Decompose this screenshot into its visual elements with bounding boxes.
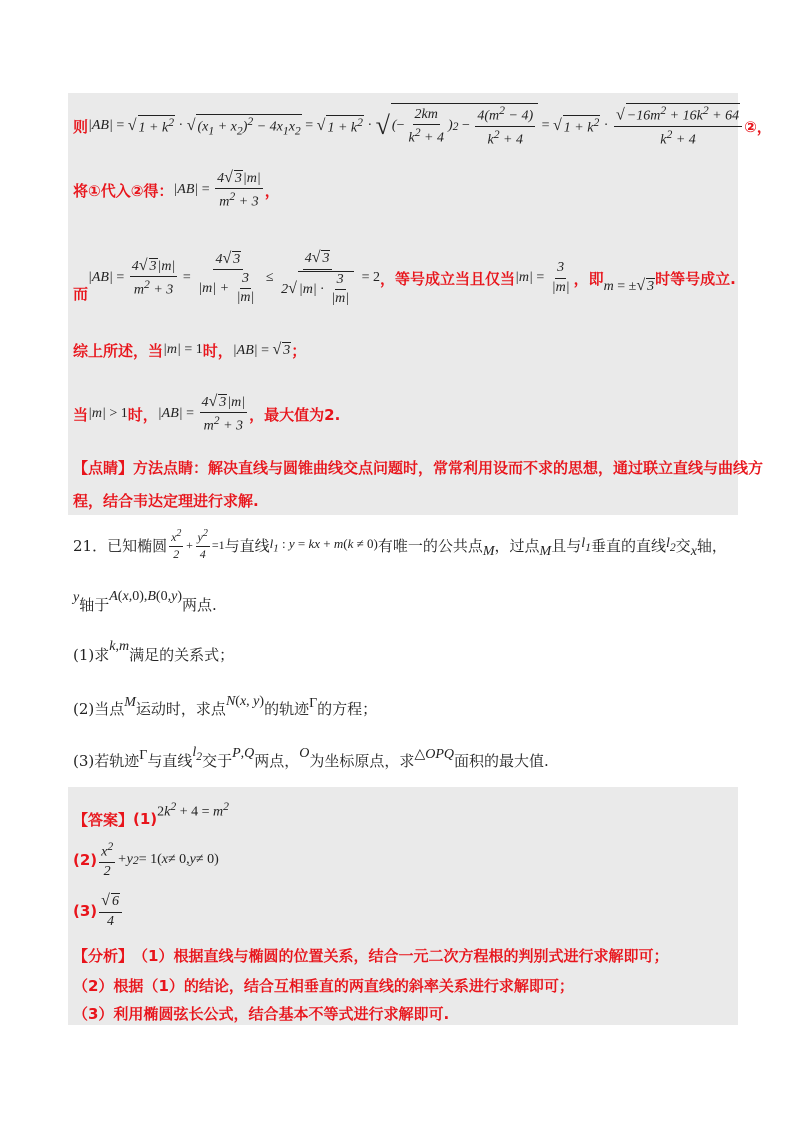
ab-formula: | AB | = √ $1 + k^2$ · √ $(x_1 + x_2)^2 - 4x_1x_2$ = √ $1 + k^2$ · √ ( − $\frac{2km}{k^2 + 4}$ ) 2 − $\frac{4(m^2 - 4)}{k^2 + 4}$ = √ $1 + k^2$ · $\frac{√ -16m^2 + 16k^2 + 64}{k^2 + 4}$ xyxy=(88,103,744,149)
substitute-line: 将①代入②得： | AB | = $\frac{4√ 3|m|}{m^2 + 3}$ ， xyxy=(73,168,280,210)
answer-line-3: (3) $\frac{√ 6}{4}$ xyxy=(73,888,124,934)
question-3: (3)若轨迹 Γ 与直线 $l_2$ 交于 P,Q 两点， O 为坐标原点，求 △OPQ 面积的最大值. xyxy=(73,745,549,770)
equality-condition: | m | = $\frac{3}{|m|}$ xyxy=(514,260,570,295)
m-value: m = ±√ 3 xyxy=(603,277,655,294)
analysis-line-3: （3）利用椭圆弦长公式，结合基本不等式进行求解即可. xyxy=(73,1004,450,1023)
answer-line-1: 【答案】 (1) $2k^2 + 4 = m^2$ xyxy=(73,799,229,829)
l1-ref: $l_1$ xyxy=(581,536,591,554)
points-pq: P,Q xyxy=(232,746,255,761)
x-axis-ref: x xyxy=(690,544,697,559)
question-1: (1)求 k,m 满足的关系式； xyxy=(73,639,235,664)
analysis-line-1: 【分析】 （1）根据直线与椭圆的位置关系，结合一元二次方程根的判别式进行求解即可； xyxy=(73,946,669,965)
m-greater-one: |m| > 1 xyxy=(88,406,128,421)
l2-ref: $l_2$ xyxy=(665,536,676,554)
triangle-opq: △OPQ xyxy=(414,746,454,762)
ab-equals-root3: |AB| = √ 3 xyxy=(232,341,291,358)
summary-line: 综上所述，当 |m| = 1 时， |AB| = √ 3 ； xyxy=(73,341,307,360)
answer-2-formula: $\frac{x^2}{2}$ + y 2 = 1( x ≠ 0, y ≠ 0) xyxy=(101,840,219,879)
dianjing-line-2: 程，结合韦达定理进行求解. xyxy=(73,491,259,510)
dianjing-line-1: 【点睛】 方法点睛：解决直线与圆锥曲线交点问题时，常常利用设而不求的思想，通过联立直线与曲线方 xyxy=(73,458,764,477)
problem-21-line-1: 21．已知椭圆 $\frac{x^2}{2}$ + $\frac{y^2}{4}$ =1 与直线 $l_1$ : y = kx + m(k ≠ 0) 有唯一的公共点 M ，过点 M 且与 $l_1$ 垂直的直线 $l_2$ 交 x 轴， xyxy=(73,528,727,561)
analysis-line-2: （2）根据（1）的结论，结合互相垂直的两直线的斜率关系进行求解即可； xyxy=(73,976,574,995)
gamma-ref-2: Γ xyxy=(139,748,148,763)
answer-1-formula: $2k^2 + 4 = m^2$ xyxy=(157,799,229,820)
max-line: 当 |m| > 1 时， | AB | = $\frac{4√ 3|m|}{m^2 + 3}$ ，最大值为2. xyxy=(73,392,341,434)
point-m-3: M xyxy=(124,695,136,710)
y-axis-ref: y xyxy=(73,590,80,605)
origin-o: O xyxy=(299,746,310,761)
question-2: (2)当点 M 运动时，求点 N(x, y) 的轨迹 Γ 的方程； xyxy=(73,694,378,718)
ab-substituted: | AB | = $\frac{4√ 3|m|}{m^2 + 3}$ xyxy=(173,168,261,210)
point-m: M xyxy=(482,544,495,559)
gamma-ref: Γ xyxy=(309,696,318,711)
answer-line-2: (2) $\frac{x^2}{2}$ + y 2 = 1( x ≠ 0, y ≠ 0) xyxy=(73,840,219,879)
ab-length-line: 则 | AB | = √ $1 + k^2$ · √ $(x_1 + x_2)^2 - 4x_1x_2$ = √ $1 + k^2$ · √ ( − $\frac{2km}{k^2 + 4}$ ) 2 − $\frac{4(m^2 - 4)}{k^2 + 4}$ = √ $1 + k^2$ · $\frac{√ -16m^2 + 16k^2 + 64}{k^2 + 4}$ ②， xyxy=(73,104,772,148)
line-l1: $l_1$ : y = kx + m(k ≠ 0) xyxy=(269,535,378,555)
l2-ref-2: $l_2$ xyxy=(192,745,203,763)
ellipse-equation: $\frac{x^2}{2}$ + $\frac{y^2}{4}$ =1 xyxy=(171,528,225,561)
inequality-line: 而 | AB | = $\frac{4√ 3|m|}{m^2 + 3}$ = 4√ 3 |m| + $\frac{3}{|m|}$ ≤ 4√ 3 2√ |m| · $\frac{3}{|m|}$ = 2 ，等号成立当且仅当 | m | = $\frac{3}{|m|}$ ，即 m = ±√ 3 时等号成立. xyxy=(73,249,736,306)
m-equals-one: |m| = 1 xyxy=(163,342,203,357)
answer-3-formula: $\frac{√ 6}{4}$ xyxy=(97,892,124,929)
ab-formula-2: | AB | = $\frac{4√ 3|m|}{m^2 + 3}$ xyxy=(157,392,246,434)
point-m-2: M xyxy=(539,544,552,559)
k-m-ref: k,m xyxy=(109,639,130,654)
ab-inequality: | AB | = $\frac{4√ 3|m|}{m^2 + 3}$ = 4√ 3 |m| + $\frac{3}{|m|}$ ≤ 4√ 3 2√ |m| · $\frac{3}{|m|}$ = 2 xyxy=(88,249,380,306)
problem-21-line-2: y 轴于 A(x,0),B(0,y) 两点. xyxy=(73,589,217,614)
points-ab: A(x,0),B(0,y) xyxy=(109,589,182,604)
point-n: N(x, y) xyxy=(225,694,265,709)
